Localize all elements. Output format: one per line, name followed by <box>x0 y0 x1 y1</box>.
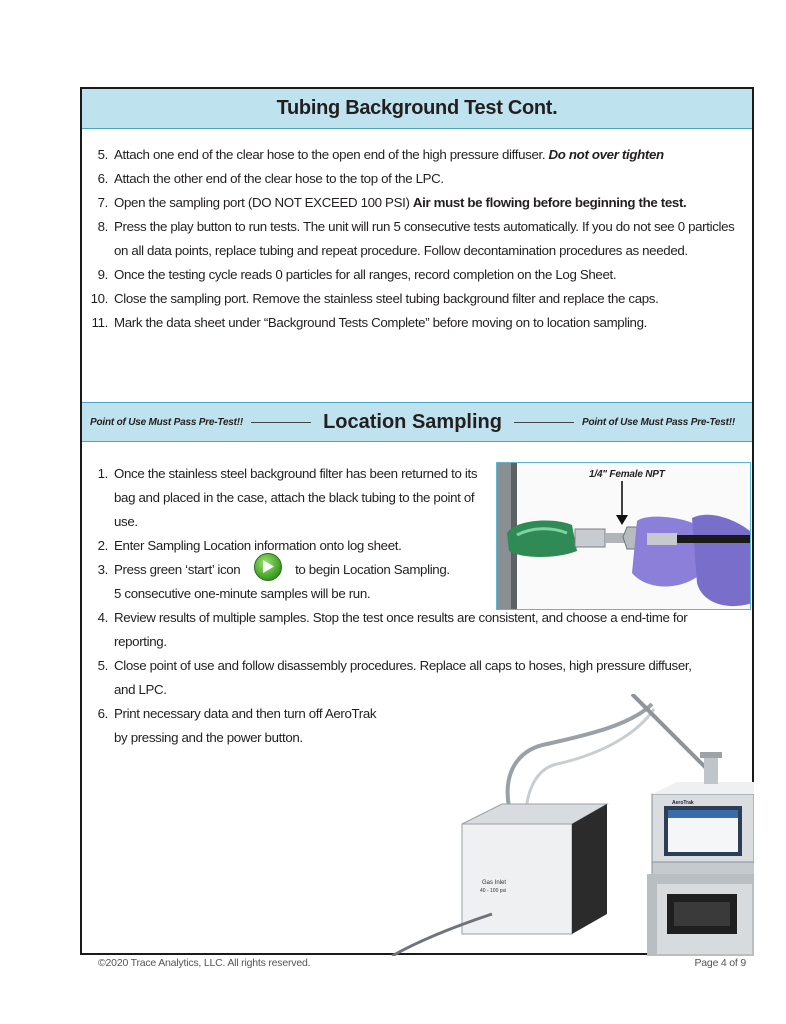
device-brand: AeroTrak <box>672 800 694 806</box>
fitting-photo <box>496 462 751 610</box>
list-item: 5. Close point of use and follow disassembly procedures. Replace all caps to hoses, high pressure diffuser, and LPC. <box>97 658 692 697</box>
list-item: 9. Once the testing cycle reads 0 particles for all ranges, record completion on the Log Sheet. <box>97 267 617 282</box>
hose-fitting-illustration <box>497 463 751 610</box>
page-frame <box>80 87 754 955</box>
list-item: 7. Open the sampling port (DO NOT EXCEED 100 PSI) Air must be flowing before beginning the test. <box>97 195 687 210</box>
warning-text: Air must be flowing before beginning the test. <box>412 195 687 210</box>
divider <box>251 422 311 423</box>
section-header-location <box>82 402 752 442</box>
list-item: 3. Press green ‘start’ icon to begin Location Sampling. 5 consecutive one-minute samples will be run. <box>82 558 742 606</box>
copyright-text: ©2020 Trace Analytics, LLC. All rights reserved. <box>98 957 311 969</box>
warning-text: Do not over tighten <box>548 147 664 162</box>
list-item: 8. Press the play button to run tests. The unit will run 5 consecutive tests automatically. If you do not see 0 particles on all data points, replace tubing and repeat procedure. Follow decontamination procedures as needed. <box>97 219 735 258</box>
list-item: 11. Mark the data sheet under “Background Tests Complete” before moving on to location sampling. <box>91 315 647 330</box>
list-item: 5. Attach one end of the clear hose to the open end of the high pressure diffuser. Do not over tighten <box>97 147 664 162</box>
list-item: 2. Enter Sampling Location information onto log sheet. <box>97 538 402 553</box>
inlet-range-label: 40 - 100 psi <box>480 888 507 894</box>
list-item: 6. Print necessary data and then turn off AeroTrak by pressing and the power button. <box>97 706 377 745</box>
section-header-tubing <box>82 89 752 129</box>
banner-note-left: Point of Use Must Pass Pre-Test!! <box>90 416 244 428</box>
photo-label: 1/4" Female NPT <box>589 469 665 480</box>
divider <box>514 422 574 423</box>
page-number: Page 4 of 9 <box>694 957 746 969</box>
inlet-label: Gas Inlet <box>482 880 507 886</box>
aerotrak-device-illustration <box>382 694 754 956</box>
start-play-icon <box>254 553 282 581</box>
tubing-steps-list <box>82 143 742 335</box>
section-title-tubing: Tubing Background Test Cont. <box>276 97 558 119</box>
list-item: 1. Once the stainless steel background filter has been returned to its bag and placed in the case, attach the black tubing to the point of use. <box>97 466 478 529</box>
list-item: 6. Attach the other end of the clear hose to the top of the LPC. <box>97 171 444 186</box>
section-title-location: Location Sampling <box>323 410 502 433</box>
list-item: 4. Review results of multiple samples. Stop the test once results are consistent, and choose a end-time for reporting. <box>97 610 688 649</box>
banner-note-right: Point of Use Must Pass Pre-Test!! <box>581 416 736 428</box>
list-item: 10. Close the sampling port. Remove the stainless steel tubing background filter and replace the caps. <box>90 291 659 306</box>
